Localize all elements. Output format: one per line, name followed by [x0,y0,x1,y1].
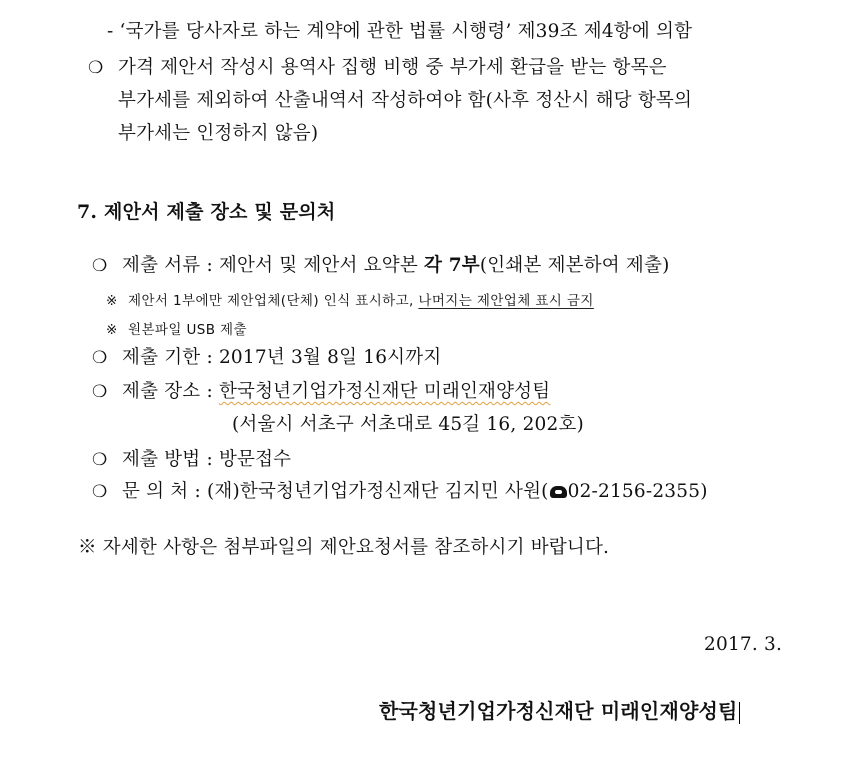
date-text: 2017. 3. [704,634,783,655]
telephone-icon [550,486,567,498]
legal-basis-text: - ‘국가를 당사자로 하는 계약에 관한 법률 시행령’ 제39조 제4항에 의함 [107,21,693,42]
place-label: 제출 장소 : [122,381,219,402]
circle-bullet-icon: ❍ [92,482,108,502]
note2-text: 원본파일 USB 제출 [128,322,247,338]
docs-note-1 [106,291,594,311]
docs-copies: 각 7부 [424,255,480,276]
note1-underlined: 나머지는 제안업체 표시 금지 [418,293,594,309]
circle-bullet-icon: ❍ [92,382,108,402]
vat-text-line1: 가격 제안서 작성시 용역사 집행 비행 중 부가세 환급을 받는 항목은 [118,57,667,78]
circle-bullet-icon: ❍ [92,256,108,276]
docs-text-b: (인쇄본 제본하여 제출) [479,255,670,276]
deadline-item [92,346,441,370]
place-address-text: (서울시 서초구 서초대로 45길 16, 202호) [232,414,584,435]
docs-note-2 [106,320,247,340]
issuing-organization [379,699,740,724]
method-text: 제출 방법 : 방문접수 [122,449,292,470]
section-heading [77,200,335,224]
document-date [704,633,782,657]
text-cursor [739,702,740,724]
vat-item-line2 [118,89,692,113]
circle-bullet-icon: ❍ [92,450,108,470]
docs-item [92,254,670,278]
docs-text-a: 제출 서류 : 제안서 및 제안서 요약본 [122,255,424,276]
contact-phone: 02-2156-2355) [567,481,708,502]
deadline-text: 제출 기한 : 2017년 3월 8일 16시까지 [122,347,442,368]
contact-item [92,480,708,504]
organization-text: 한국청년기업가정신재단 미래인재양성팀 [379,699,738,723]
place-item [92,380,550,404]
vat-text-line2: 부가세를 제외하여 산출내역서 작성하여야 함(사후 정산시 해당 항목의 [118,90,693,111]
vat-item-line1 [88,56,667,80]
place-value: 한국청년기업가정신재단 미래인재양성팀 [218,381,551,402]
note1-text: 제안서 1부에만 제안업체(단체) 인식 표시하고, [128,293,419,309]
legal-basis-line [107,20,692,44]
section-heading-text: 7. 제안서 제출 장소 및 문의처 [77,201,336,223]
reference-mark-icon: ※ [106,322,118,338]
circle-bullet-icon: ❍ [88,58,104,78]
place-address [232,413,584,437]
closing-note-text: ※ 자세한 사항은 첨부파일의 제안요청서를 참조하시기 바랍니다. [78,537,610,558]
reference-mark-icon: ※ [106,293,118,309]
vat-text-line3: 부가세는 인정하지 않음) [118,123,319,144]
vat-item-line3 [118,122,318,146]
contact-text: 문 의 처 : (재)한국청년기업가정신재단 김지민 사원( [122,481,549,502]
method-item [92,448,291,472]
closing-note [78,536,609,560]
circle-bullet-icon: ❍ [92,348,108,368]
